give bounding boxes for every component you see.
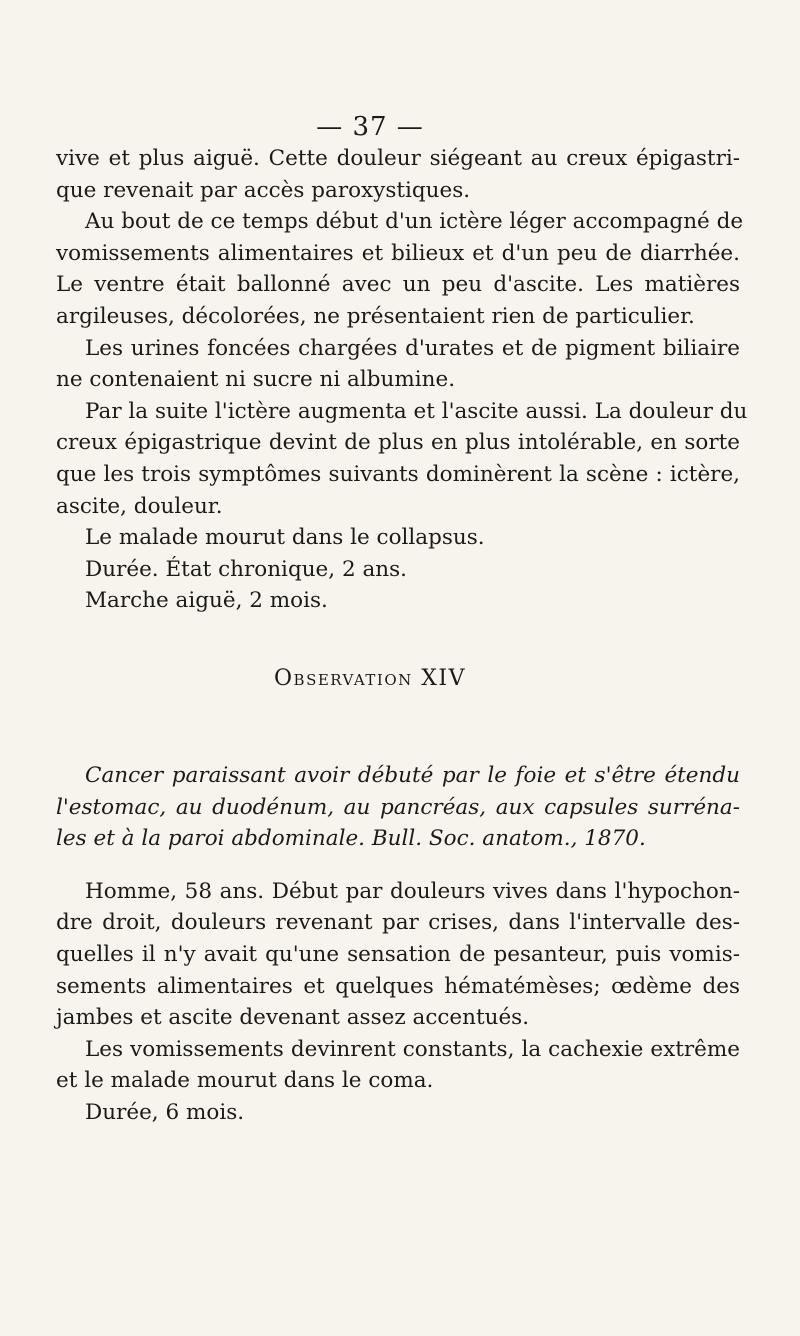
- text-line: sements alimentaires et quelques hématémèses; œdème des: [56, 973, 740, 999]
- text-line: Au bout de ce temps début d'un ictère léger accompagné de: [85, 209, 744, 235]
- paragraph-block-top: [56, 143, 748, 617]
- text-line: vive et plus aiguë. Cette douleur siégeant au creux épigastri-: [56, 146, 740, 171]
- text-line: Marche aiguë, 2 mois.: [85, 588, 328, 614]
- text-line: ascite, douleur.: [56, 493, 223, 519]
- text-line: quelles il n'y avait qu'une sensation de pesanteur, puis vomis-: [56, 941, 740, 967]
- text-line: ne contenaient ni sucre ni albumine.: [56, 367, 456, 393]
- text-line: argileuses, décolorées, ne présentaient rien de particulier.: [56, 303, 695, 329]
- text-line: vomissements alimentaires et bilieux et d'un peu de diarrhée.: [56, 240, 740, 266]
- text-line: dre droit, douleurs revenant par crises, dans l'intervalle des-: [56, 910, 740, 936]
- observation-title-line: l'estomac, au duodénum, au pancréas, aux capsules surréna-: [56, 794, 740, 820]
- text-line: creux épigastrique devint de plus en plus intolérable, en sorte: [56, 430, 740, 456]
- observation-heading: Observation XIV: [274, 666, 466, 691]
- text-line: Durée. État chronique, 2 ans.: [85, 556, 407, 582]
- text-line: que revenait par accès paroxystiques.: [56, 177, 471, 203]
- observation-title-line: les et à la paroi abdominale. Bull. Soc. anatom., 1870.: [56, 826, 646, 852]
- text-line: jambes et ascite devenant assez accentués.: [56, 1005, 530, 1031]
- text-line: Les vomissements devinrent constants, la cachexie extrême: [85, 1036, 740, 1062]
- text-line: que les trois symptômes suivants dominèrent la scène : ictère,: [56, 461, 740, 487]
- text-line: Les urines foncées chargées d'urates et de pigment biliaire: [85, 335, 740, 361]
- observation-title-line: Cancer paraissant avoir débuté par le foie et s'être étendu: [85, 763, 740, 788]
- text-line: et le malade mourut dans le coma.: [56, 1068, 434, 1094]
- observation-block: [56, 760, 740, 1129]
- text-line: Le malade mourut dans le collapsus.: [85, 525, 485, 551]
- text-line: Par la suite l'ictère augmenta et l'ascite aussi. La douleur du: [85, 398, 748, 424]
- text-line: Le ventre était ballonné avec un peu d'ascite. Les matières: [56, 272, 740, 298]
- text-line: Durée, 6 mois.: [85, 1099, 245, 1125]
- page-number: — 37 —: [316, 112, 424, 142]
- spacer: [56, 855, 740, 876]
- text-line: Homme, 58 ans. Début par douleurs vives dans l'hypochon-: [85, 878, 740, 904]
